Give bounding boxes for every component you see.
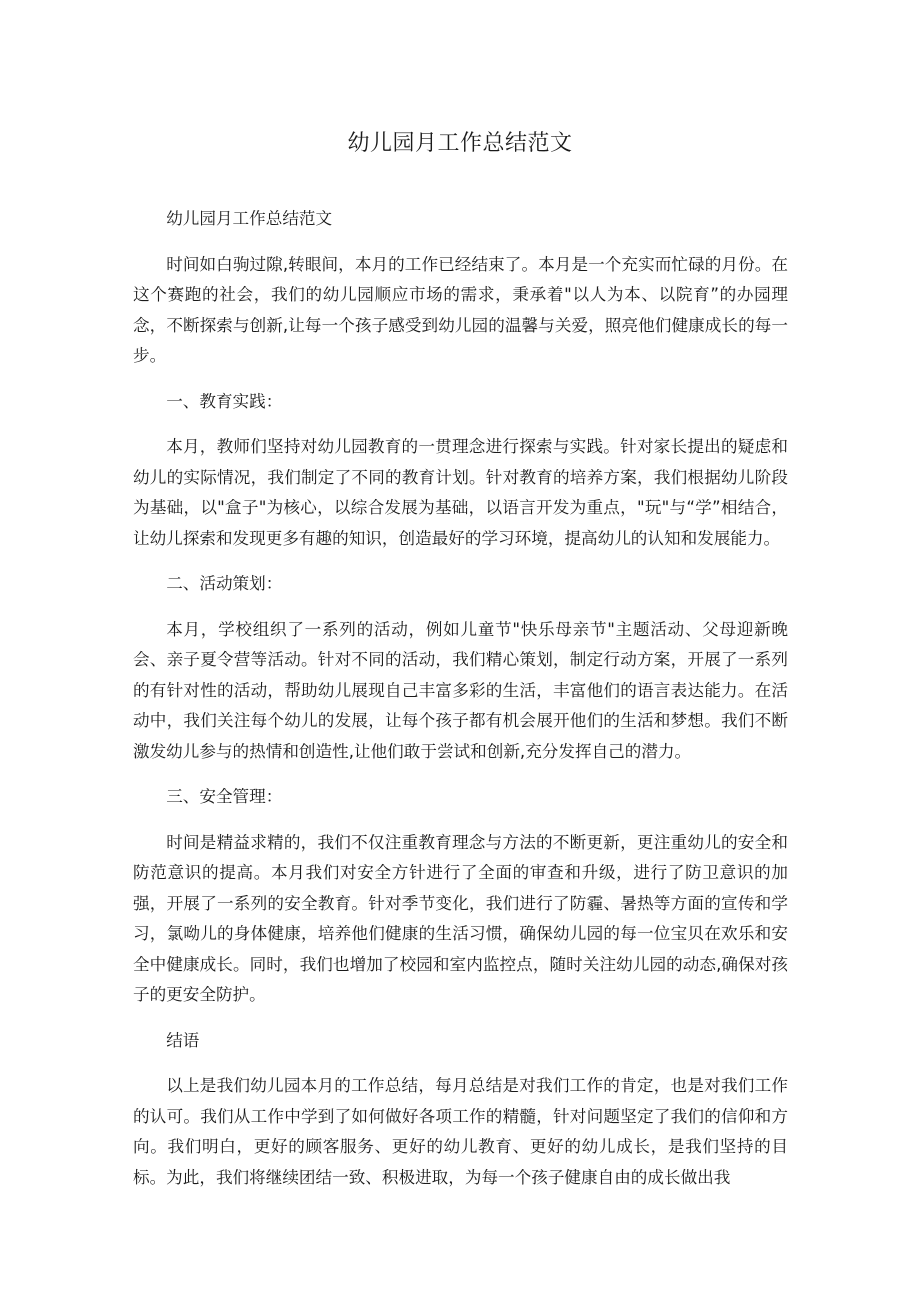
- section-body-education: 本月，教师们坚持对幼儿园教育的一贯理念进行探索与实践。针对家长提出的疑虑和幼儿的实际情况，我们制定了不同的教育计划。针对教育的培养方案，我们根据幼儿阶段为基础，以"盒子"为核心，以综合发展为基础，以语言开发为重点，"玩"与“学”相结合，让幼儿探索和发现更多有趣的知识，创造最好的学习环境，提高幼儿的认知和发展能力。: [133, 437, 788, 548]
- intro-paragraph: 时间如白驹过隙,转眼间，本月的工作已经结束了。本月是一个充实而忙碌的月份。在这个赛跑的社会，我们的幼儿园顺应市场的需求，秉承着"以人为本、以院育”的办园理念，不断探索与创新,让每一个孩子感受到幼儿园的温馨与关爱，照亮他们健康成长的每一步。: [133, 254, 788, 365]
- section-heading-activities: 二、活动策划：: [166, 574, 283, 593]
- conclusion-paragraph: 以上是我们幼儿园本月的工作总结，每月总结是对我们工作的肯定，也是对我们工作的认可。我们从工作中学到了如何做好各项工作的精髓，针对问题坚定了我们的信仰和方向。我们明白，更好的顾客服务、更好的幼儿教育、更好的幼儿成长，是我们坚持的目标。为此，我们将继续团结一致、积极进取，为每一个孩子健康自由的成长做出我: [133, 1076, 788, 1187]
- document-subtitle: 幼儿园月工作总结范文: [166, 209, 333, 228]
- document-title: 幼儿园月工作总结范文: [347, 131, 573, 156]
- conclusion-heading: 结语: [166, 1030, 200, 1050]
- document-body: [133, 204, 788, 1208]
- section-heading-safety: 三、安全管理：: [166, 787, 283, 806]
- section-body-activities: 本月，学校组织了一系列的活动，例如儿童节"快乐母亲节"主题活动、父母迎新晚会、亲子夏令营等活动。针对不同的活动，我们精心策划，制定行动方案，开展了一系列的有针对性的活动，帮助幼儿展现自己丰富多彩的生活，丰富他们的语言表达能力。在活动中，我们关注每个幼儿的发展，让每个孩子都有机会展开他们的生活和梦想。我们不断激发幼儿参与的热情和创造性,让他们敢于尝试和创新,充分发挥自己的潜力。: [133, 619, 788, 761]
- section-heading-education: 一、教育实践：: [166, 391, 283, 411]
- section-body-safety: 时间是精益求精的，我们不仅注重教育理念与方法的不断更新，更注重幼儿的安全和防范意识的提高。本月我们对安全方针进行了全面的审查和升级，进行了防卫意识的加强，开展了一系列的安全教育。针对季节变化，我们进行了防霾、暑热等方面的宣传和学习，氯呦儿的身体健康，培养他们健康的生活习惯，确保幼儿园的每一位宝贝在欢乐和安全中健康成长。同时，我们也增加了校园和室内监控点，随时关注幼儿园的动态,确保对孩子的更安全防护。: [133, 832, 788, 1004]
